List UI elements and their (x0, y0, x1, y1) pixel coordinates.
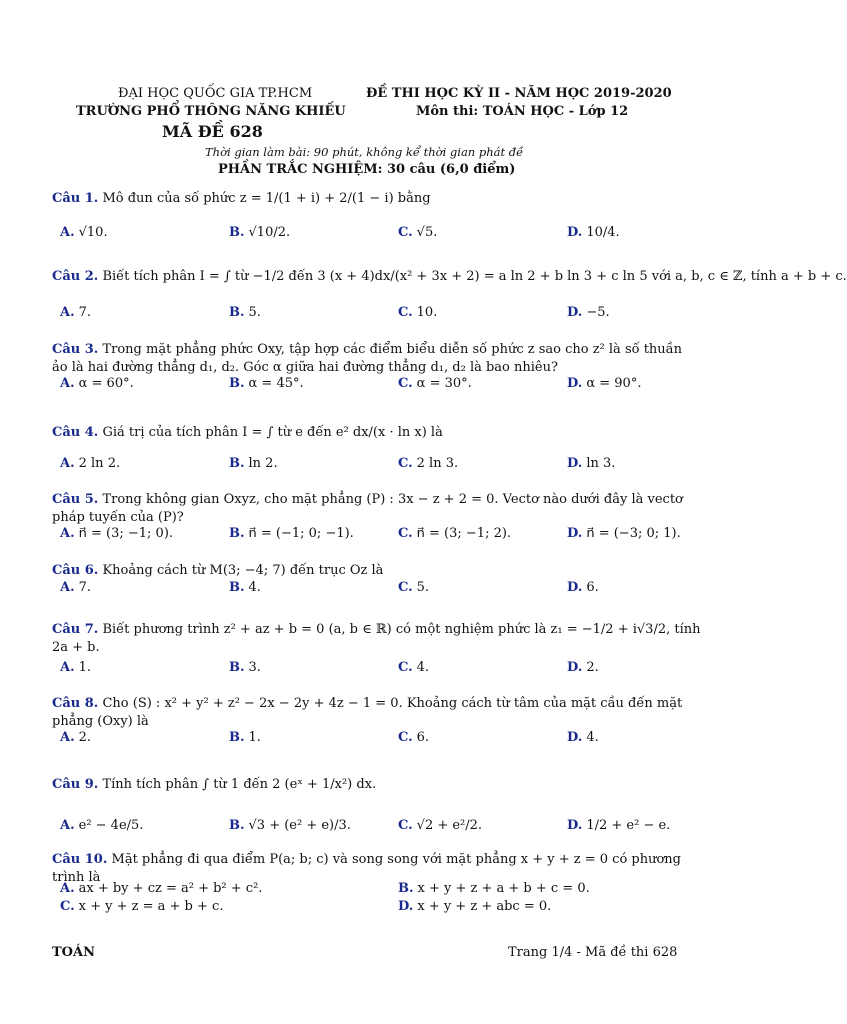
option-b[interactable] (229, 225, 290, 240)
option-text: 2 ln 3. (416, 456, 459, 471)
question-text: Biết tích phân I = ∫ từ −1/2 đến 3 (x + 4)dx/(x² + 3x + 2) = a ln 2 + b ln 3 + c ln 5 với a, b, c ∈ ℤ, tính a + b + c. (102, 269, 847, 284)
question-text-line-2: ảo là hai đường thẳng d₁, d₂. Góc α giữa hai đường thẳng d₁, d₂ là bao nhiêu? (52, 360, 558, 375)
option-text: 5. (416, 580, 430, 595)
question-3 (52, 341, 683, 377)
option-label: C. (398, 225, 413, 240)
option-label: A. (60, 881, 75, 896)
option-text: −5. (586, 305, 610, 320)
option-label: B. (229, 526, 245, 541)
option-label: D. (567, 305, 583, 320)
section-title: PHẦN TRẮC NGHIỆM: 30 câu (6,0 điểm) (218, 162, 516, 177)
option-b[interactable] (229, 376, 304, 391)
option-text: √5. (416, 225, 438, 240)
option-a[interactable] (60, 526, 173, 541)
option-text: n⃗ = (3; −1; 2). (416, 526, 512, 541)
option-text: 10/4. (586, 225, 620, 240)
option-label: C. (398, 456, 413, 471)
option-label: C. (398, 376, 413, 391)
option-d[interactable] (567, 660, 599, 675)
option-text: 4. (586, 730, 599, 745)
question-1-options (60, 225, 700, 245)
option-text: α = 45°. (248, 376, 304, 391)
option-text: 2. (586, 660, 599, 675)
option-label: C. (60, 899, 75, 914)
option-c[interactable] (398, 660, 429, 675)
question-9 (52, 776, 680, 794)
option-a[interactable] (60, 580, 91, 595)
option-d[interactable] (567, 225, 620, 240)
option-a[interactable] (60, 456, 120, 471)
question-1 (52, 190, 680, 208)
option-d[interactable] (567, 305, 610, 320)
option-label: D. (398, 899, 414, 914)
option-text: 10. (416, 305, 438, 320)
option-d[interactable] (567, 730, 599, 745)
option-b[interactable] (229, 456, 278, 471)
time-note: Thời gian làm bài: 90 phút, không kể thời gian phát đề (205, 145, 524, 159)
option-b[interactable] (398, 881, 590, 896)
option-text: 6. (586, 580, 599, 595)
option-label: D. (567, 376, 583, 391)
option-b[interactable] (229, 730, 261, 745)
question-number: Câu 7. (52, 622, 99, 637)
option-text: n⃗ = (3; −1; 0). (78, 526, 174, 541)
option-label: B. (229, 456, 245, 471)
option-label: B. (229, 305, 245, 320)
option-label: A. (60, 730, 75, 745)
question-text: Khoảng cách từ M(3; −4; 7) đến trục Oz là (102, 563, 384, 578)
school-name: TRƯỜNG PHỔ THÔNG NĂNG KHIẾU (76, 104, 346, 119)
question-10-options-row-1 (60, 881, 700, 901)
option-text: √2 + e²/2. (416, 818, 483, 833)
option-label: D. (567, 456, 583, 471)
option-text: 3. (248, 660, 261, 675)
option-label: B. (229, 580, 245, 595)
option-text: n⃗ = (−1; 0; −1). (248, 526, 354, 541)
question-8-options (60, 730, 700, 750)
option-a[interactable] (60, 305, 91, 320)
option-a[interactable] (60, 225, 108, 240)
option-text: 2 ln 2. (78, 456, 121, 471)
option-label: A. (60, 456, 75, 471)
option-text: x + y + z + abc = 0. (417, 899, 552, 914)
option-label: D. (567, 818, 583, 833)
option-text: √10. (78, 225, 108, 240)
option-d[interactable] (567, 818, 670, 833)
option-text: e² − 4e/5. (78, 818, 144, 833)
option-b[interactable] (229, 660, 261, 675)
question-text: Biết phương trình z² + az + b = 0 (a, b ∈ ℝ) có một nghiệm phức là z₁ = −1/2 + i√3/2, tính (102, 622, 701, 637)
question-4 (52, 424, 680, 442)
option-label: C. (398, 580, 413, 595)
option-label: A. (60, 660, 75, 675)
option-label: D. (567, 526, 583, 541)
question-8 (52, 695, 683, 731)
question-2-options (60, 305, 700, 325)
option-label: B. (398, 881, 414, 896)
question-text: Giá trị của tích phân I = ∫ từ e đến e² dx/(x · ln x) là (102, 425, 443, 440)
question-number: Câu 8. (52, 696, 99, 711)
option-c[interactable] (398, 730, 429, 745)
question-2 (52, 268, 847, 286)
option-text: α = 60°. (78, 376, 134, 391)
option-label: B. (229, 376, 245, 391)
option-a[interactable] (60, 660, 91, 675)
exam-subject: Môn thi: TOÁN HỌC - Lớp 12 (416, 104, 629, 119)
option-text: 5. (248, 305, 261, 320)
question-text-line-2: 2a + b. (52, 640, 100, 655)
question-7 (52, 621, 701, 657)
option-text: α = 90°. (586, 376, 642, 391)
option-c[interactable] (398, 225, 437, 240)
question-text: Tính tích phân ∫ từ 1 đến 2 (eˣ + 1/x²) dx. (102, 777, 377, 792)
question-7-options (60, 660, 700, 680)
question-9-options (60, 818, 700, 838)
option-b[interactable] (229, 526, 354, 541)
option-label: C. (398, 730, 413, 745)
option-c[interactable] (398, 376, 472, 391)
option-label: D. (567, 580, 583, 595)
option-label: A. (60, 376, 75, 391)
option-label: D. (567, 660, 583, 675)
option-label: C. (398, 818, 413, 833)
exam-code: MÃ ĐỀ 628 (162, 122, 263, 141)
question-number: Câu 5. (52, 492, 99, 507)
question-text: Mặt phẳng đi qua điểm P(a; b; c) và song song với mặt phẳng x + y + z = 0 có phương (111, 852, 682, 867)
option-text: x + y + z + a + b + c = 0. (417, 881, 590, 896)
option-a[interactable] (60, 881, 262, 896)
option-text: ax + by + cz = a² + b² + c². (78, 881, 263, 896)
question-number: Câu 6. (52, 563, 99, 578)
option-text: 4. (248, 580, 261, 595)
option-b[interactable] (229, 818, 351, 833)
question-6-options (60, 580, 700, 600)
option-text: ln 3. (586, 456, 616, 471)
option-a[interactable] (60, 818, 143, 833)
option-text: √3 + (e² + e)/3. (248, 818, 351, 833)
option-label: C. (398, 305, 413, 320)
question-text: Mô đun của số phức z = 1/(1 + i) + 2/(1 − i) bằng (102, 191, 431, 206)
option-text: 2. (78, 730, 92, 745)
footer-subject: TOÁN (52, 945, 95, 960)
question-text: Cho (S) : x² + y² + z² − 2x − 2y + 4z − 1 = 0. Khoảng cách từ tâm của mặt cầu đến mặt (102, 696, 683, 711)
option-label: B. (229, 818, 245, 833)
question-6 (52, 562, 680, 580)
option-text: 1/2 + e² − e. (586, 818, 671, 833)
university-name: ĐẠI HỌC QUỐC GIA TP.HCM (118, 86, 313, 101)
question-text: Trong không gian Oxyz, cho mặt phẳng (P) : 3x − z + 2 = 0. Vectơ nào dưới đây là vectơ (102, 492, 683, 507)
option-d[interactable] (567, 526, 681, 541)
option-d[interactable] (398, 899, 551, 914)
option-text: 7. (78, 580, 92, 595)
option-text: √10/2. (248, 225, 291, 240)
option-text: 7. (78, 305, 92, 320)
option-c[interactable] (398, 456, 458, 471)
option-label: B. (229, 660, 245, 675)
option-text: 1. (248, 730, 261, 745)
question-5-options (60, 526, 700, 546)
question-3-options (60, 376, 700, 396)
question-10-options-row-2 (60, 899, 700, 919)
option-c[interactable] (60, 899, 223, 914)
option-label: D. (567, 730, 583, 745)
question-number: Câu 2. (52, 269, 99, 284)
question-number: Câu 10. (52, 852, 108, 867)
option-text: ln 2. (248, 456, 278, 471)
option-label: C. (398, 660, 413, 675)
option-text: 4. (416, 660, 430, 675)
option-c[interactable] (398, 818, 482, 833)
footer-page: Trang 1/4 - Mã đề thi 628 (508, 945, 678, 960)
question-text-line-2: trình là (52, 870, 101, 885)
option-d[interactable] (567, 376, 641, 391)
option-label: B. (229, 730, 245, 745)
option-label: A. (60, 580, 75, 595)
option-text: n⃗ = (−3; 0; 1). (586, 526, 681, 541)
option-d[interactable] (567, 456, 615, 471)
option-label: A. (60, 305, 75, 320)
option-b[interactable] (229, 305, 261, 320)
option-label: A. (60, 225, 75, 240)
option-text: x + y + z = a + b + c. (78, 899, 224, 914)
option-a[interactable] (60, 730, 91, 745)
option-label: D. (567, 225, 583, 240)
option-text: 1. (78, 660, 92, 675)
option-label: B. (229, 225, 245, 240)
option-d[interactable] (567, 580, 599, 595)
question-5 (52, 491, 683, 527)
question-text-line-2: phẳng (Oxy) là (52, 714, 149, 729)
question-number: Câu 9. (52, 777, 99, 792)
question-number: Câu 1. (52, 191, 99, 206)
option-label: C. (398, 526, 413, 541)
option-text: 6. (416, 730, 430, 745)
option-b[interactable] (229, 580, 261, 595)
option-c[interactable] (398, 580, 429, 595)
option-label: A. (60, 818, 75, 833)
question-text: Trong mặt phẳng phức Oxy, tập hợp các điểm biểu diễn số phức z sao cho z² là số thuần (102, 342, 683, 357)
question-4-options (60, 456, 700, 476)
option-c[interactable] (398, 526, 511, 541)
exam-title: ĐỀ THI HỌC KỲ II - NĂM HỌC 2019-2020 (366, 86, 672, 101)
option-c[interactable] (398, 305, 437, 320)
option-a[interactable] (60, 376, 134, 391)
question-text-line-2: pháp tuyến của (P)? (52, 510, 184, 525)
question-number: Câu 4. (52, 425, 99, 440)
option-text: α = 30°. (416, 376, 472, 391)
option-label: A. (60, 526, 75, 541)
question-number: Câu 3. (52, 342, 99, 357)
